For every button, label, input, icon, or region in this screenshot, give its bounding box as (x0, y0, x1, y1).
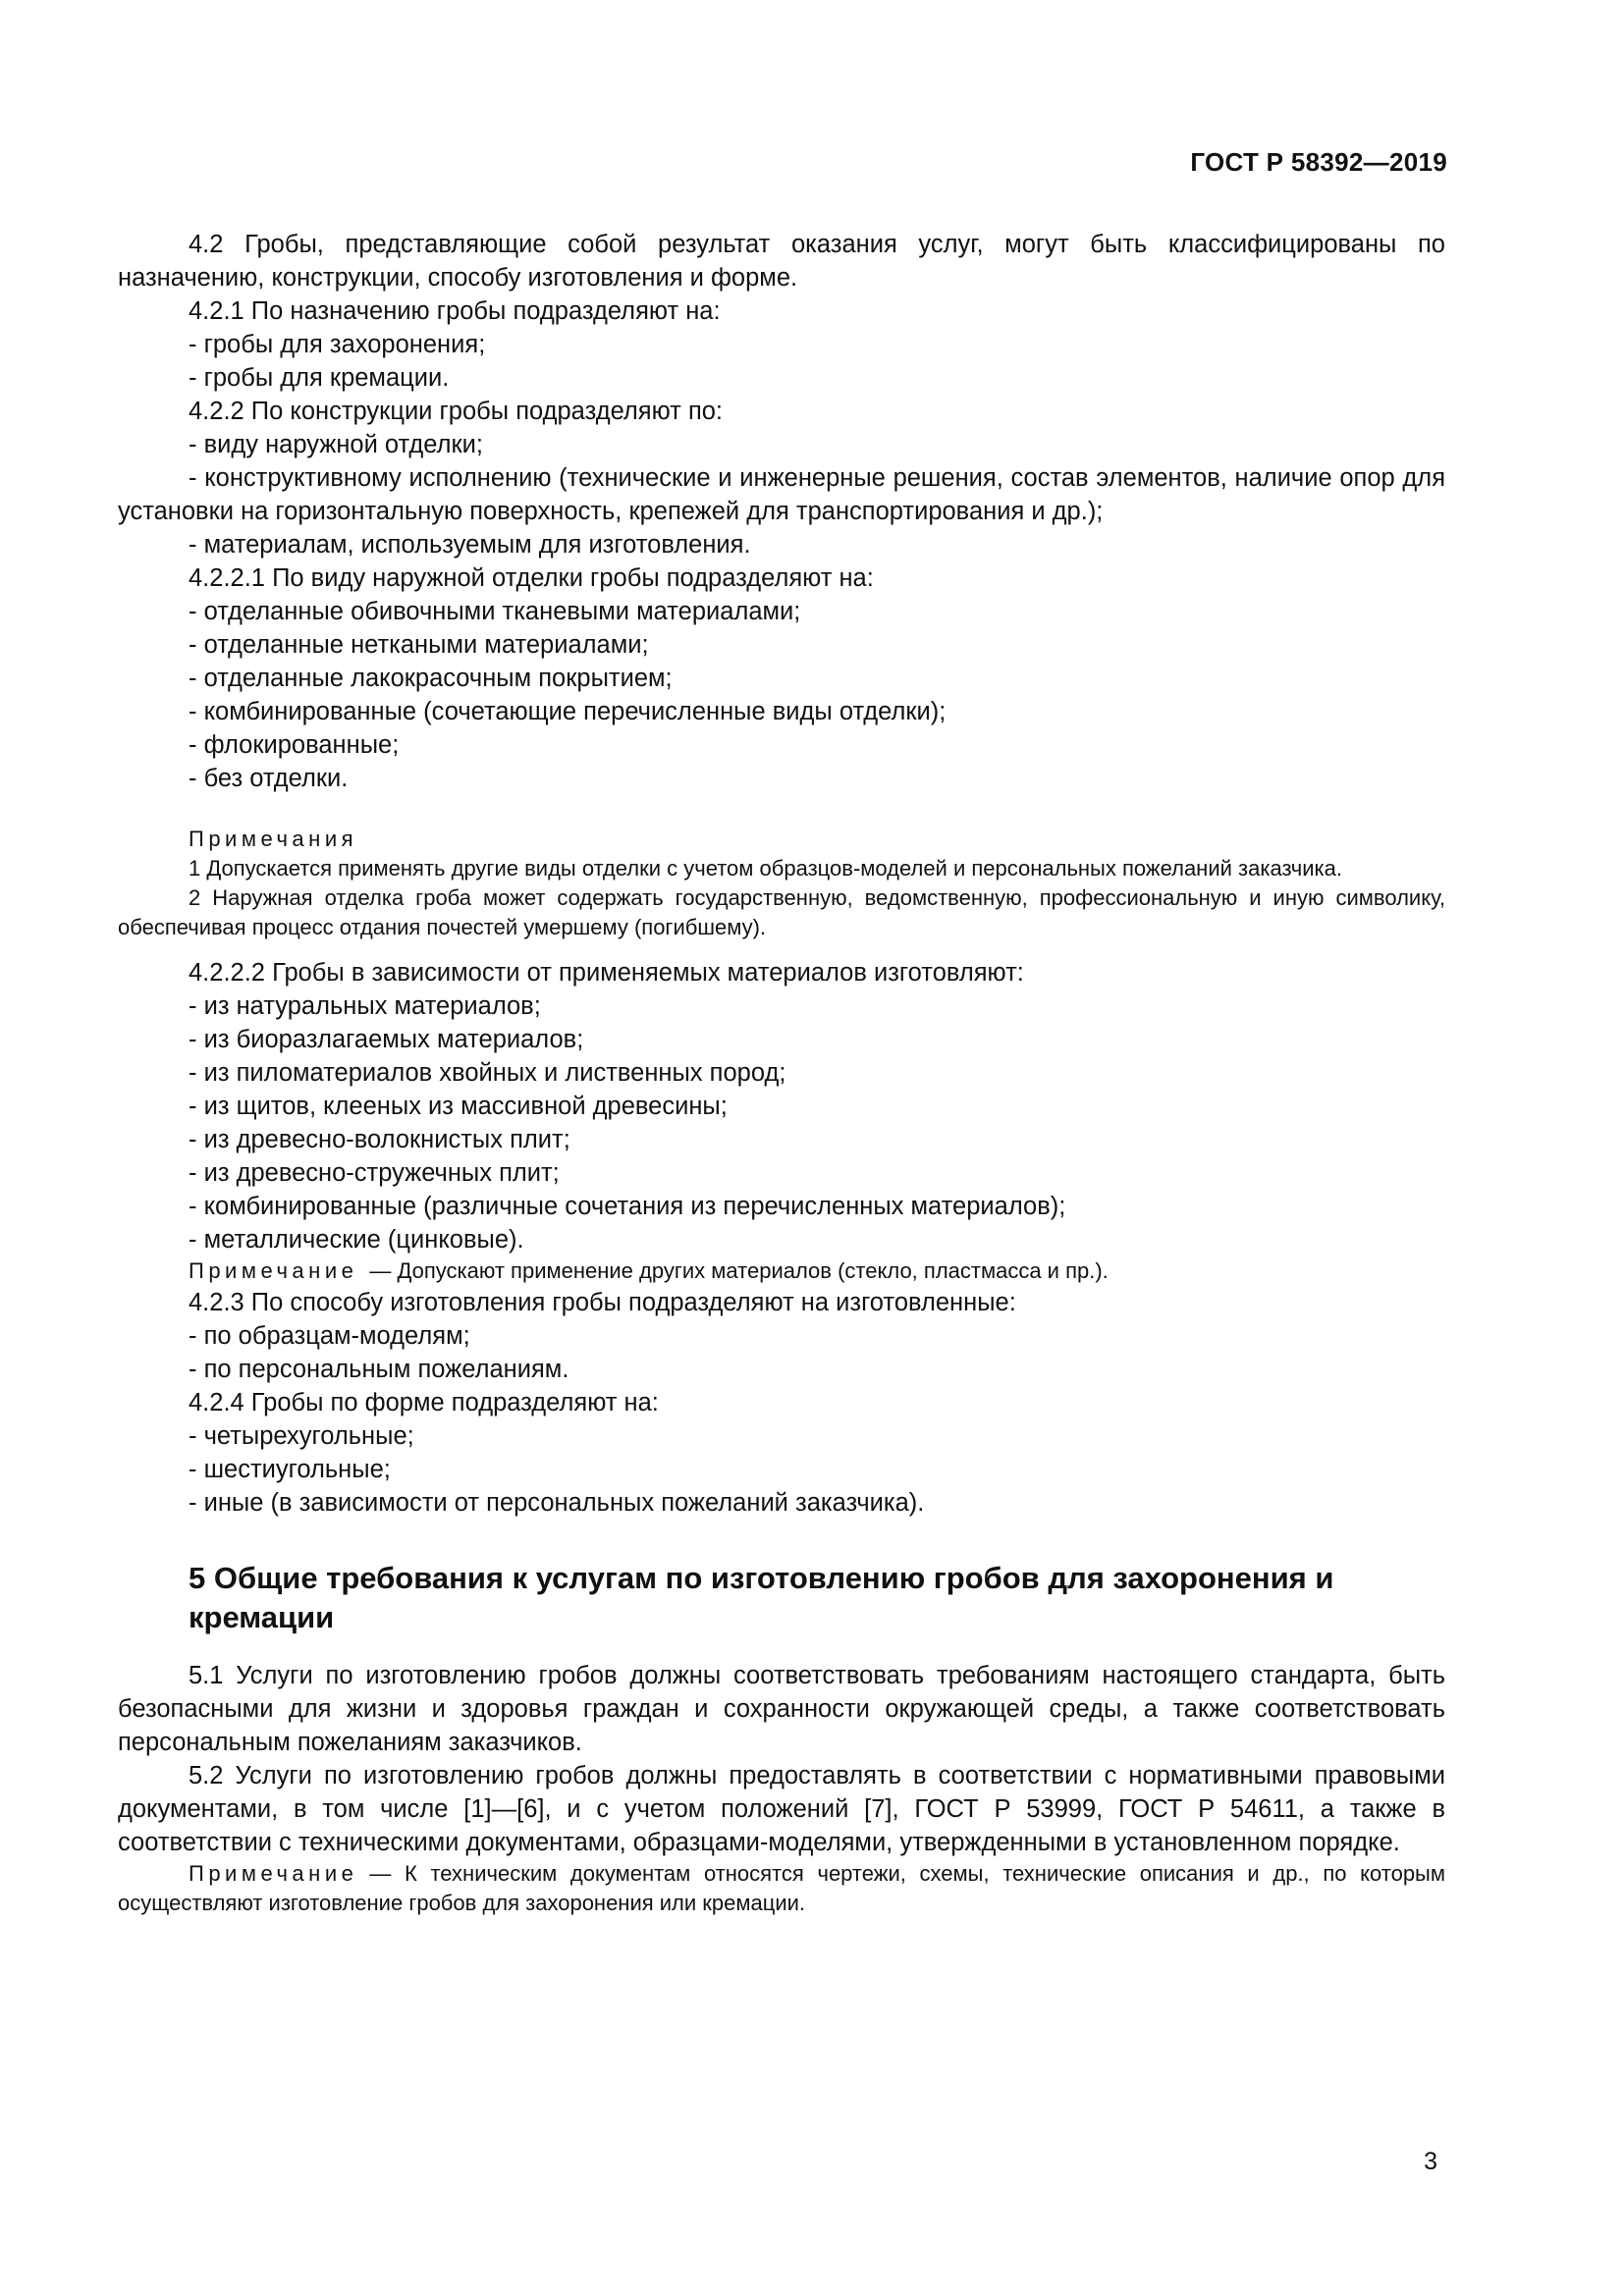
list-item: - без отделки. (189, 765, 349, 792)
note-label: Примечание (189, 1861, 358, 1886)
clause-line: 4.2.3 По способу изготовления гробы подразделяют на изготовленные: (189, 1289, 1016, 1316)
note-item: 1 Допускается применять другие виды отделки с учетом образцов-моделей и персональных пожеланий заказчика. (189, 856, 1343, 881)
paragraph: - конструктивному исполнению (технические и инженерные решения, состав элементов, наличие опор для установки на горизонтальную поверхность, крепежей для транспортирования и др.); (118, 464, 1445, 525)
list-item: - отделанные неткаными материалами; (189, 631, 649, 659)
list-item: - шестиугольные; (189, 1456, 391, 1483)
note-item: 2 Наружная отделка гроба может содержать государственную, ведомственную, профессиональную и иную символику, обеспечивая процесс отдания почестей умершему (погибшему). (118, 885, 1445, 939)
paragraph: 5.1 Услуги по изготовлению гробов должны соответствовать требованиям настоящего стандарта, быть безопасными для жизни и здоровья граждан и сохранности окружающей среды, а также соответствовать персональным пожеланиям заказчиков. (118, 1662, 1445, 1756)
list-item: - из древесно-стружечных плит; (189, 1159, 560, 1187)
note (118, 1859, 1445, 1918)
note-text: — К техническим документам относятся чертежи, схемы, технические описания и др., по которым осуществляют изготовление гробов для захоронения или кремации. (118, 1861, 1445, 1915)
list-item: - из щитов, клееных из массивной древесины; (189, 1093, 728, 1120)
list-item: - металлические (цинковые). (189, 1226, 524, 1254)
clause-line: 4.2.4 Гробы по форме подразделяют на: (189, 1389, 659, 1416)
list-item: - по образцам-моделям; (189, 1322, 470, 1350)
list-item: - иные (в зависимости от персональных пожеланий заказчика). (189, 1489, 925, 1517)
list-item: - гробы для кремации. (189, 364, 450, 392)
clause-line: 4.2.1 По назначению гробы подразделяют на: (189, 297, 721, 325)
note (118, 1256, 1445, 1286)
list-item: - из древесно-волокнистых плит; (189, 1126, 570, 1153)
section-heading: 5 Общие требования к услугам по изготовлению гробов для захоронения и кремации (189, 1561, 1334, 1634)
list-item: - четырехугольные; (189, 1422, 414, 1450)
list-item: - материалам, используемым для изготовления. (189, 531, 751, 559)
clause-line: 4.2.2.2 Гробы в зависимости от применяемых материалов изготовляют: (189, 959, 1024, 987)
notes-title: Примечания (189, 827, 358, 851)
list-item: - из натуральных материалов; (189, 992, 541, 1020)
paragraph: 4.2 Гробы, представляющие собой результат оказания услуг, могут быть классифицированы по назначению, конструкции, способу изготовления и форме. (118, 231, 1445, 292)
list-item: - отделанные лакокрасочным покрытием; (189, 665, 673, 692)
note-text: — Допускают применение других материалов (стекло, пластмасса и пр.). (369, 1258, 1109, 1283)
list-item: - из пиломатериалов хвойных и лиственных пород; (189, 1059, 786, 1087)
list-item: - гробы для захоронения; (189, 331, 486, 358)
paragraph: 5.2 Услуги по изготовлению гробов должны предоставлять в соответствии с нормативными правовыми документами, в том числе [1]—[6], и с учетом положений [7], ГОСТ Р 53999, ГОСТ Р 54611, а также в соответствии с техническими документами, образцами-моделями, утвержденными в установленном порядке. (118, 1762, 1445, 1856)
clause-line: 4.2.2 По конструкции гробы подразделяют по: (189, 398, 724, 425)
clause-line: 4.2.2.1 По виду наружной отделки гробы подразделяют на: (189, 564, 874, 592)
note-label: Примечание (189, 1258, 358, 1283)
document-body (118, 228, 1445, 1918)
list-item: - по персональным пожеланиям. (189, 1356, 569, 1383)
list-item: - из биоразлагаемых материалов; (189, 1026, 584, 1053)
list-item: - отделанные обивочными тканевыми материалами; (189, 598, 801, 625)
list-item: - виду наружной отделки; (189, 431, 483, 458)
list-item: - комбинированные (сочетающие перечисленные виды отделки); (189, 698, 947, 725)
document-code: ГОСТ Р 58392—2019 (1190, 147, 1447, 177)
notes-block (118, 825, 1445, 942)
list-item: - флокированные; (189, 731, 400, 759)
list-item: - комбинированные (различные сочетания из перечисленных материалов); (189, 1193, 1066, 1220)
page-number: 3 (1424, 2148, 1437, 2175)
